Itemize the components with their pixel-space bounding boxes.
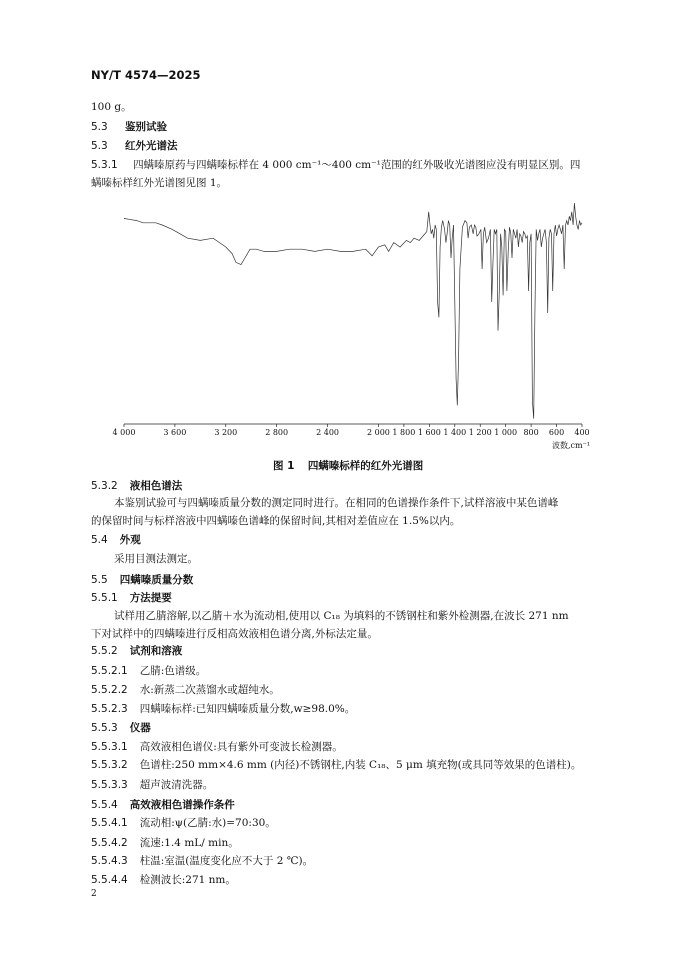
section-title: 红外光谱法 (125, 140, 178, 152)
section-heading (91, 572, 193, 587)
figure-caption (273, 458, 423, 473)
paragraph-text: 试样用乙腈溶解,以乙腈＋水为流动相,使用以 C₁₈ 为填料的不锈钢柱和紫外检测器,在波长 271 nm (114, 610, 569, 622)
section-title: 液相色谱法 (129, 480, 183, 492)
paragraph-text: 四螨嗪原药与四螨嗪标样在 4 000 cm⁻¹～400 cm⁻¹范围的红外吸收光谱图应没有明显区别。四 (133, 159, 581, 171)
paragraph-line (91, 815, 276, 830)
x-tick-label: 2 800 (265, 428, 289, 437)
paragraph-text: 乙腈:色谱级。 (139, 665, 207, 677)
x-axis-label: 波数,cm⁻¹ (552, 441, 591, 450)
x-tick-label: 1 800 (392, 428, 416, 437)
section-heading (91, 797, 235, 812)
ir-spectrum-line (124, 203, 582, 419)
paragraph-line (91, 701, 355, 716)
section-number: 5.5.4 (91, 799, 118, 811)
paragraph-line (91, 682, 280, 697)
paragraph-line (91, 777, 213, 792)
section-number: 5.3 (91, 121, 108, 133)
document-id: NY/T 4574—2025 (91, 68, 201, 82)
section-number: 5.5.4.3 (91, 855, 128, 867)
paragraph-text: 流速:1.4 mL/ min。 (139, 837, 239, 849)
section-number: 5.5 (91, 574, 108, 586)
section-number: 5.4 (91, 534, 108, 546)
section-heading (91, 643, 182, 658)
x-tick-label: 1 600 (417, 428, 441, 437)
section-number: 5.3 (91, 140, 108, 152)
x-tick-label: 3 600 (163, 428, 187, 437)
paragraph-text: 下对试样中的四螨嗪进行反相高效液相色谱分离,外标法定量。 (91, 628, 378, 640)
paragraph-line (91, 739, 343, 754)
page-number: 2 (91, 889, 97, 899)
paragraph-line (114, 495, 558, 510)
section-number: 5.5.2.3 (91, 703, 128, 715)
x-tick-label: 1 000 (494, 428, 518, 437)
section-heading (91, 590, 172, 605)
paragraph-text: 本鉴别试验可与四螨嗪质量分数的测定同时进行。在相同的色谱操作条件下,试样溶液中某色谱峰 (114, 497, 559, 509)
x-tick-label: 1 400 (443, 428, 467, 437)
section-number: 5.5.3 (91, 722, 118, 734)
paragraph-text: 的保留时间与标样溶液中四螨嗪色谱峰的保留时间,其相对差值应在 1.5%以内。 (91, 515, 461, 527)
paragraph-line: 螨嗪标样红外光谱图见图 1。 (91, 177, 228, 189)
section-number: 5.5.3.2 (91, 759, 128, 771)
section-number: 5.5.1 (91, 592, 118, 604)
paragraph-line (91, 872, 236, 887)
section-number: 5.5.2.1 (91, 665, 128, 677)
paragraph-line (91, 513, 460, 528)
x-tick-label: 1 200 (468, 428, 492, 437)
section-number: 5.3.2 (91, 480, 118, 492)
section-heading (91, 138, 178, 153)
section-heading (91, 478, 182, 493)
paragraph-line (91, 757, 581, 772)
paragraph-line (91, 663, 206, 678)
figure-number: 图 1 (273, 460, 295, 472)
x-axis-ticks (0, 428, 681, 440)
paragraph-text: 检测波长:271 nm。 (139, 874, 236, 886)
section-number: 5.5.3.1 (91, 741, 128, 753)
x-tick-label: 2 000 (366, 428, 390, 437)
paragraph-text: 高效液相色谱仪:具有紫外可变波长检测器。 (139, 741, 343, 753)
x-tick-label: 2 400 (316, 428, 339, 437)
section-number: 5.5.4.4 (91, 874, 128, 886)
section-title: 高效液相色谱操作条件 (129, 799, 235, 811)
paragraph-text: 柱温:室温(温度变化应不大于 2 ℃)。 (139, 855, 314, 867)
section-heading (91, 119, 167, 134)
text-line: 100 g。 (91, 101, 132, 113)
section-title: 试剂和溶液 (129, 645, 183, 657)
paragraph-line (91, 853, 313, 868)
x-tick-label: 4 000 (112, 428, 136, 437)
x-tick-label: 800 (523, 428, 539, 437)
x-tick-label: 600 (548, 428, 565, 437)
figure-title: 四螨嗪标样的红外光谱图 (307, 460, 424, 472)
section-title: 外观 (119, 534, 141, 546)
paragraph-text: 采用目测法测定。 (114, 553, 198, 565)
paragraph-text: 色谱柱:250 mm×4.6 mm (内径)不锈钢柱,内装 C₁₈、5 μm 填充物(或具同等效果的色谱柱)。 (139, 759, 582, 771)
paragraph-line (91, 157, 580, 172)
section-number: 5.3.1 (91, 159, 118, 171)
paragraph-line (114, 608, 569, 623)
paragraph-line (91, 835, 239, 850)
x-tick-label: 400 (574, 428, 590, 437)
paragraph-text: 流动相:ψ(乙腈:水)=70:30。 (139, 817, 276, 829)
section-title: 鉴别试验 (125, 121, 168, 133)
section-number: 5.5.4.1 (91, 817, 128, 829)
section-title: 仪器 (129, 722, 151, 734)
section-heading (91, 720, 151, 735)
section-number: 5.5.2 (91, 645, 118, 657)
section-number: 5.5.2.2 (91, 684, 128, 696)
x-tick-label: 3 200 (214, 428, 238, 437)
ir-spectrum-chart (0, 195, 681, 435)
section-title: 四螨嗪质量分数 (119, 574, 194, 586)
section-number: 5.5.3.3 (91, 779, 128, 791)
paragraph-line (114, 551, 198, 566)
section-heading (91, 532, 141, 547)
paragraph-line (91, 626, 378, 641)
section-number: 5.5.4.2 (91, 837, 128, 849)
paragraph-text: 超声波清洗器。 (139, 779, 214, 791)
section-title: 方法提要 (129, 592, 172, 604)
paragraph-text: 水:新蒸二次蒸馏水或超纯水。 (139, 684, 280, 696)
paragraph-text: 四螨嗪标样:已知四螨嗪质量分数,w≥98.0%。 (139, 703, 356, 715)
